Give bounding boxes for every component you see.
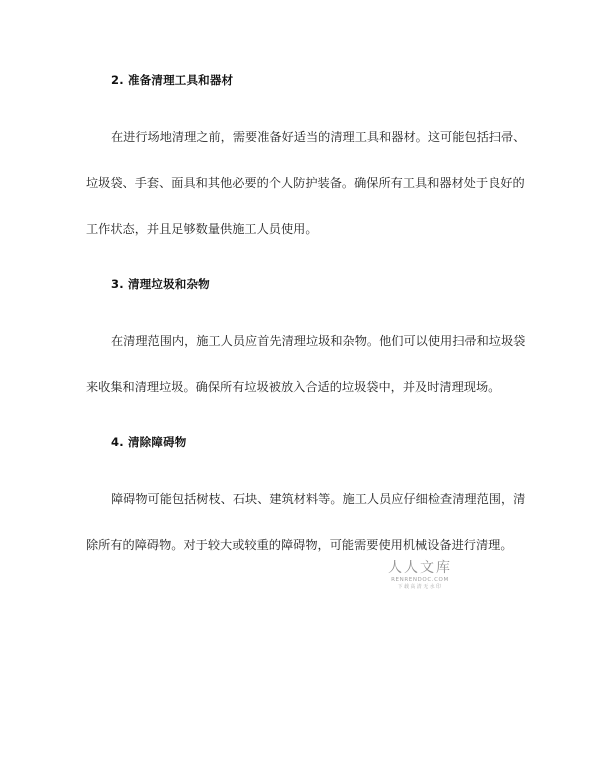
paragraph-line: 障碍物可能包括树枝、石块、建筑材料等。施工人员应仔细检查清理范围，清 [111,492,526,506]
section-heading-2: 2. 准备清理工具和器材 [111,73,234,87]
paragraph-line: 垃圾袋、手套、面具和其他必要的个人防护装备。确保所有工具和器材处于良好的 [86,176,525,190]
paragraph-line: 在清理范围内，施工人员应首先清理垃圾和杂物。他们可以使用扫帚和垃圾袋 [111,334,526,348]
paragraph-line: 来收集和清理垃圾。确保所有垃圾被放入合适的垃圾袋中，并及时清理现场。 [86,380,501,394]
watermark-title: 人人文库 [388,560,452,576]
section-heading-3: 3. 清理垃圾和杂物 [111,277,210,291]
section-heading-4: 4. 清除障碍物 [111,435,187,449]
watermark-domain: RENRENDOC.COM [391,577,449,583]
paragraph-line: 工作状态，并且足够数量供施工人员使用。 [86,222,318,236]
paragraph-line: 除所有的障碍物。对于较大或较重的障碍物，可能需要使用机械设备进行清理。 [86,538,513,552]
paragraph-line: 在进行场地清理之前，需要准备好适当的清理工具和器材。这可能包括扫帚、 [111,130,526,144]
watermark-subtitle: 下载高清无水印 [397,584,443,590]
watermark-logo [388,560,452,591]
